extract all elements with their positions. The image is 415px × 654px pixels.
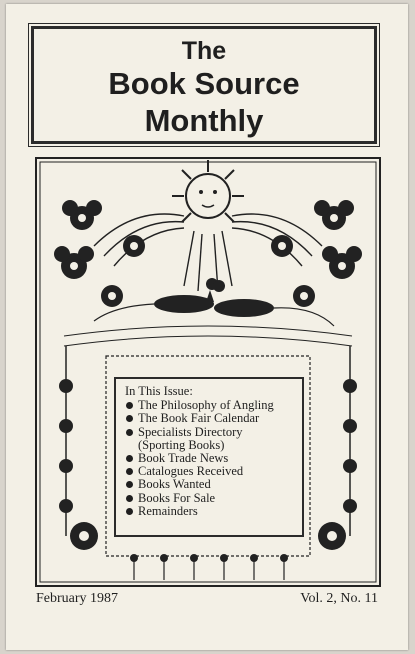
list-item: The Book Fair Calendar [125,412,302,425]
masthead [31,26,377,144]
masthead-line-2: Book Source [108,66,300,101]
bullet-icon [126,508,133,515]
masthead-line-3: Monthly [144,103,264,138]
list-item: The Philosophy of Angling [125,399,302,412]
magazine-cover [6,4,408,650]
list-item: Books For Sale [125,492,302,505]
sun-face-icon [172,160,244,222]
issue-volume: Vol. 2, No. 11 [300,591,378,606]
bullet-icon [126,429,133,436]
bullet-icon [126,468,133,475]
list-item: Catalogues Received [125,465,302,478]
peacock-icon [154,278,274,317]
list-item: Specialists Directory [125,426,302,439]
list-item: Books Wanted [125,478,302,491]
bullet-icon [126,415,133,422]
masthead-line-1: The [181,37,227,65]
bullet-icon [126,481,133,488]
bullet-icon [126,402,133,409]
contents-heading: In This Issue: [125,384,193,398]
contents-list [125,399,302,518]
list-item-subnote: (Sporting Books) [138,437,225,452]
bullet-icon [126,495,133,502]
list-item: Book Trade News [125,452,302,465]
bullet-icon [126,455,133,462]
list-item: Remainders [125,505,302,518]
contents-box [114,377,304,537]
issue-date: February 1987 [36,591,119,606]
